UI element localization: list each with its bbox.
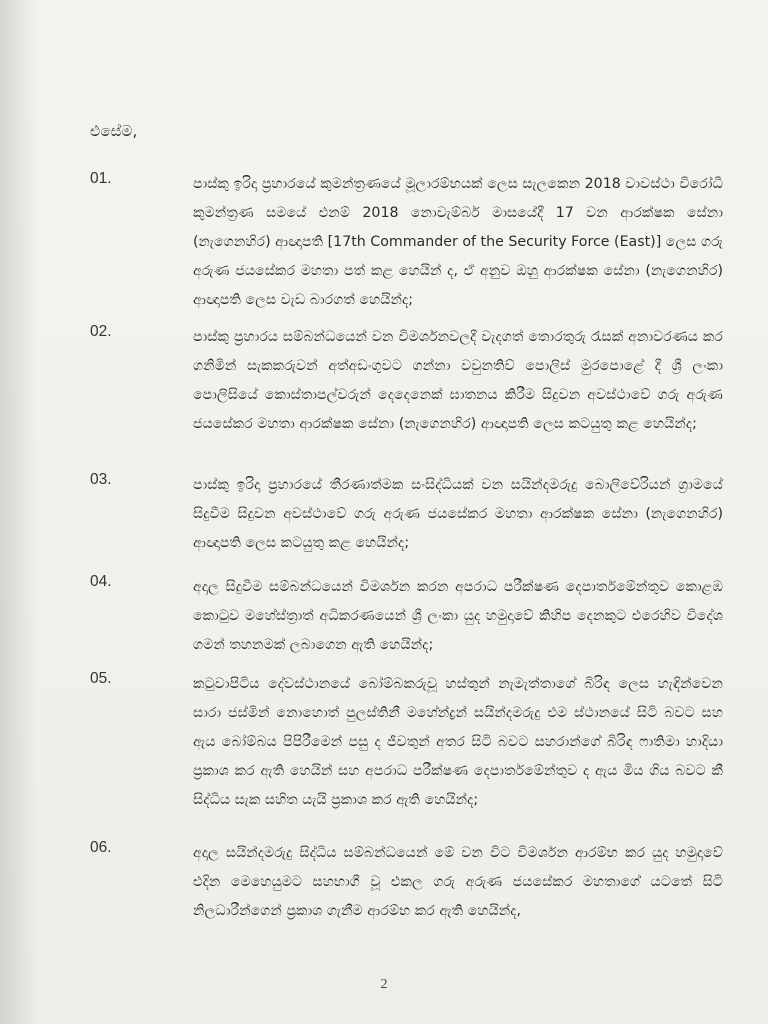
- item-text: පාස්කු ඉරිදා ප්‍රහාරයේ තීරණාත්මක සංසිද්ධියක් වන සයින්දමරුදු බොලිවේරියන් ග්‍රාමයේ සිදුවීම සිදුවන අවස්ථාවේ ගරු අරුණ ජයසේකර මහතා ආරක්ෂක සේනා (නැගෙනහිර) ආඥාපති ලෙස කටයුතු කළ හෙයින්ද;: [193, 477, 723, 551]
- item-text: අදාල සිදුවීම සම්බන්ධයෙන් විමර්ශන කරන අපරාධ පරීක්ෂණ දෙපාර්තමේන්තුව කොළඹ කොටුව මහේස්ත්‍රාත් අධිකරණයෙන් ශ්‍රී ලංකා යුද හමුදාවේ කිහිප දෙනකුට එරෙහිව විදේශ ගමන් තහනමක් ලබාගෙන ඇති හෙයින්ද;: [193, 579, 723, 653]
- item-text: අදාල සයින්දමරුදු සිද්ධිය සම්බන්ධයෙන් මේ වන විට විමර්ශන ආරම්භ කර යුද හමුදාවේ එදින මෙහෙයුමට සහභාගී වූ එකල ගරු අරුණ ජයසේකර මහතාගේ යටතේ සිටි නිලධාරීන්ගෙන් ප්‍රකාශ ගැනීම ආරම්භ කර ඇති හෙයින්ද,: [193, 845, 723, 919]
- page-edge-shadow: [0, 0, 38, 1024]
- item-text: පාස්කු ප්‍රහාරය සම්බන්ධයෙන් වන විමර්ශනවලදී වැදගත් තොරතුරු රැසක් අනාවරණය කර ගනිමින් සැකකරුවන් අත්අඩංගුවට ගන්නා වවුනතිව් පොලිස් මුරපොළේ දී ශ්‍රී ලංකා පොලිසියේ කොස්තාපල්වරුන් දෙදෙනෙක් ඝාතනය කිරීම සිදුවන අවස්ථාවේ ගරු අරුණ ජයසේකර මහතා ආරක්ෂක සේනා (නැගෙනහිර) ආඥාපති ලෙස කටයුතු කළ හෙයින්ද;: [193, 329, 723, 432]
- item-number: 05.: [90, 670, 112, 687]
- item-number: 06.: [90, 839, 112, 856]
- item-number: 03.: [90, 471, 112, 488]
- item-number: 01.: [90, 170, 112, 187]
- item-number: 04.: [90, 573, 112, 590]
- item-text: කටුවාපිටිය දේවස්ථානයේ බෝම්බකරුවූ හස්තුන් නැමැත්තාගේ බිරිඳ ලෙස හැඳින්වෙන සාරා ජස්මින් නොහොත් පුලස්තිනී මහේන්ද්‍රන් සයින්දමරුදු එම ස්ථානයේ සිටි බවට සහ ඇය බෝම්බය පිපිරීමෙන් පසු ද ජීවතුන් අතර සිටි බවට සහරාන්ගේ බිරිඳ ෆාතිමා හාදියා ප්‍රකාශ කර ඇති හෙයින් සහ අපරාධ පරීක්ෂණ දෙපාර්තමේන්තුව ද ඇය මිය ගිය බවට කී සිද්ධිය සැක සහිත යැයි ප්‍රකාශ කර ඇති හෙයින්ද;: [193, 676, 723, 808]
- greeting-text: එසේම,: [90, 122, 138, 140]
- item-number: 02.: [90, 323, 112, 340]
- item-text: පාස්කු ඉරිදා ප්‍රහාරයේ කුමන්ත්‍රණයේ මූලාරම්භයක් ලෙස සැලකෙන 2018 වාවස්ථා විරෝධී කුමන්ත්‍රණ සමයේ එනම් 2018 නොවැම්බර් මාසයේදී 17 වන ආරක්ෂක සේනා (නැගෙනහිර) ආඥාපති [17th Commander of the Security Force (East)] ලෙස ගරු අරුණ ජයසේකර මහතා පත් කළ හෙයින් ද, ඒ අනුව ඔහු ආරක්ෂක සේනා (නැගෙනහිර) ආඥාපති ලෙස වැඩ බාරගත් හෙයින්ද;: [193, 176, 723, 308]
- page-number: 2: [380, 977, 388, 992]
